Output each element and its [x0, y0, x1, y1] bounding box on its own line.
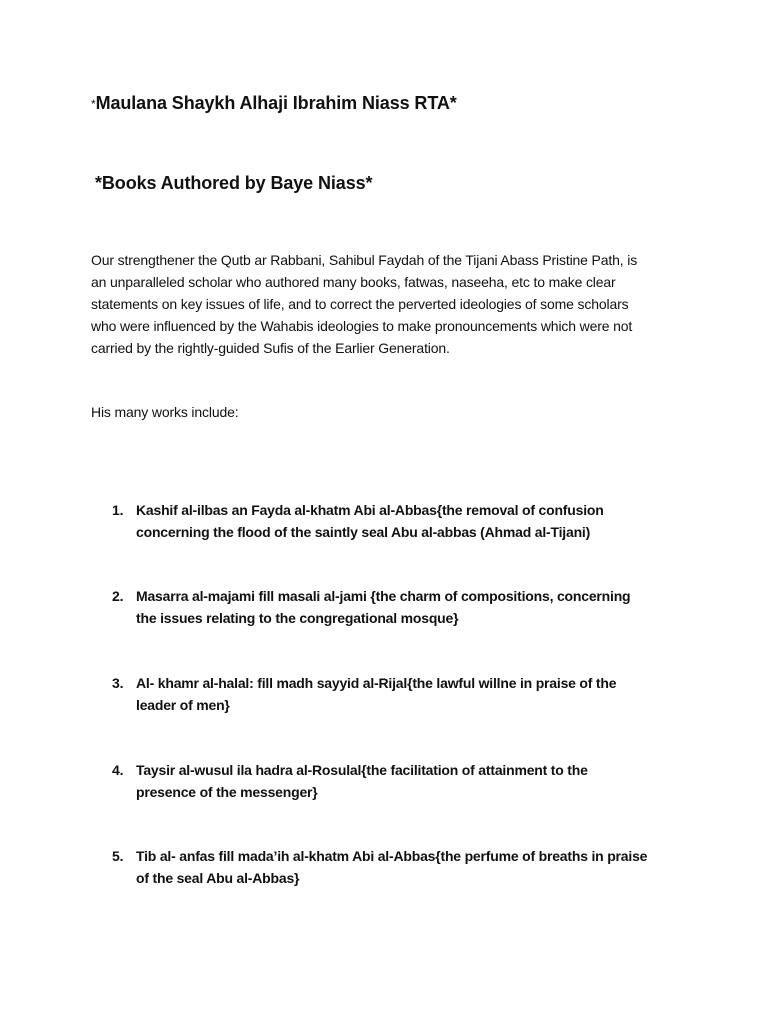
- works-list-item: [112, 585, 692, 629]
- work-title: [136, 585, 692, 629]
- work-title: [136, 672, 692, 716]
- intro-paragraph: [91, 250, 681, 360]
- document-title: [91, 93, 457, 114]
- works-list-item: [112, 759, 692, 803]
- list-number: 5.: [112, 848, 124, 864]
- list-number: 4.: [112, 762, 124, 778]
- intro-line: Our strengthener the Qutb ar Rabbani, Sahibul Faydah of the Tijani Abass Pristine Path, is: [91, 252, 638, 268]
- work-title-line: concerning the flood of the saintly seal Abu al-abbas (Ahmad al-Tijani): [136, 524, 591, 541]
- work-title-line: leader of men}: [136, 697, 230, 714]
- intro-line: carried by the rightly-guided Sufis of the Earlier Generation.: [91, 339, 450, 356]
- work-title-line: Kashif al-ilbas an Fayda al-khatm Abi al-Abbas{the removal of confusion: [136, 502, 604, 518]
- list-number: 1.: [112, 502, 124, 518]
- work-title-line: of the seal Abu al-Abbas}: [136, 870, 300, 887]
- list-number: 3.: [112, 675, 124, 691]
- title-asterisk: *: [91, 97, 96, 111]
- work-title-line: Masarra al-majami fill masali al-jami {the charm of compositions, concerning: [136, 588, 631, 604]
- list-number: 2.: [112, 588, 124, 604]
- works-list-item: [112, 672, 692, 716]
- work-title-line: Taysir al-wusul ila hadra al-Rosulal{the facilitation of attainment to the: [136, 762, 588, 778]
- work-title-line: the issues relating to the congregational mosque}: [136, 610, 459, 627]
- intro-line: an unparalleled scholar who authored many books, fatwas, naseeha, etc to make clear: [91, 273, 616, 290]
- work-title: [136, 845, 692, 889]
- intro-line: who were influenced by the Wahabis ideologies to make pronouncements which were not: [91, 317, 633, 334]
- work-title: [136, 499, 692, 543]
- works-lead-text: His many works include:: [91, 404, 239, 420]
- work-title-line: Al- khamr al-halal: fill madh sayyid al-Rijal{the lawful willne in praise of the: [136, 675, 617, 691]
- document-subtitle: *Books Authored by Baye Niass*: [95, 173, 373, 193]
- work-title-line: presence of the messenger}: [136, 784, 318, 801]
- title-text: Maulana Shaykh Alhaji Ibrahim Niass RTA*: [95, 93, 457, 113]
- work-title: [136, 759, 692, 803]
- works-list-item: [112, 845, 692, 889]
- intro-line: statements on key issues of life, and to correct the perverted ideologies of some scholars: [91, 295, 629, 312]
- work-title-line: Tib al- anfas fill mada’ih al-khatm Abi al-Abbas{the perfume of breaths in praise: [136, 848, 648, 864]
- works-list-item: [112, 499, 692, 543]
